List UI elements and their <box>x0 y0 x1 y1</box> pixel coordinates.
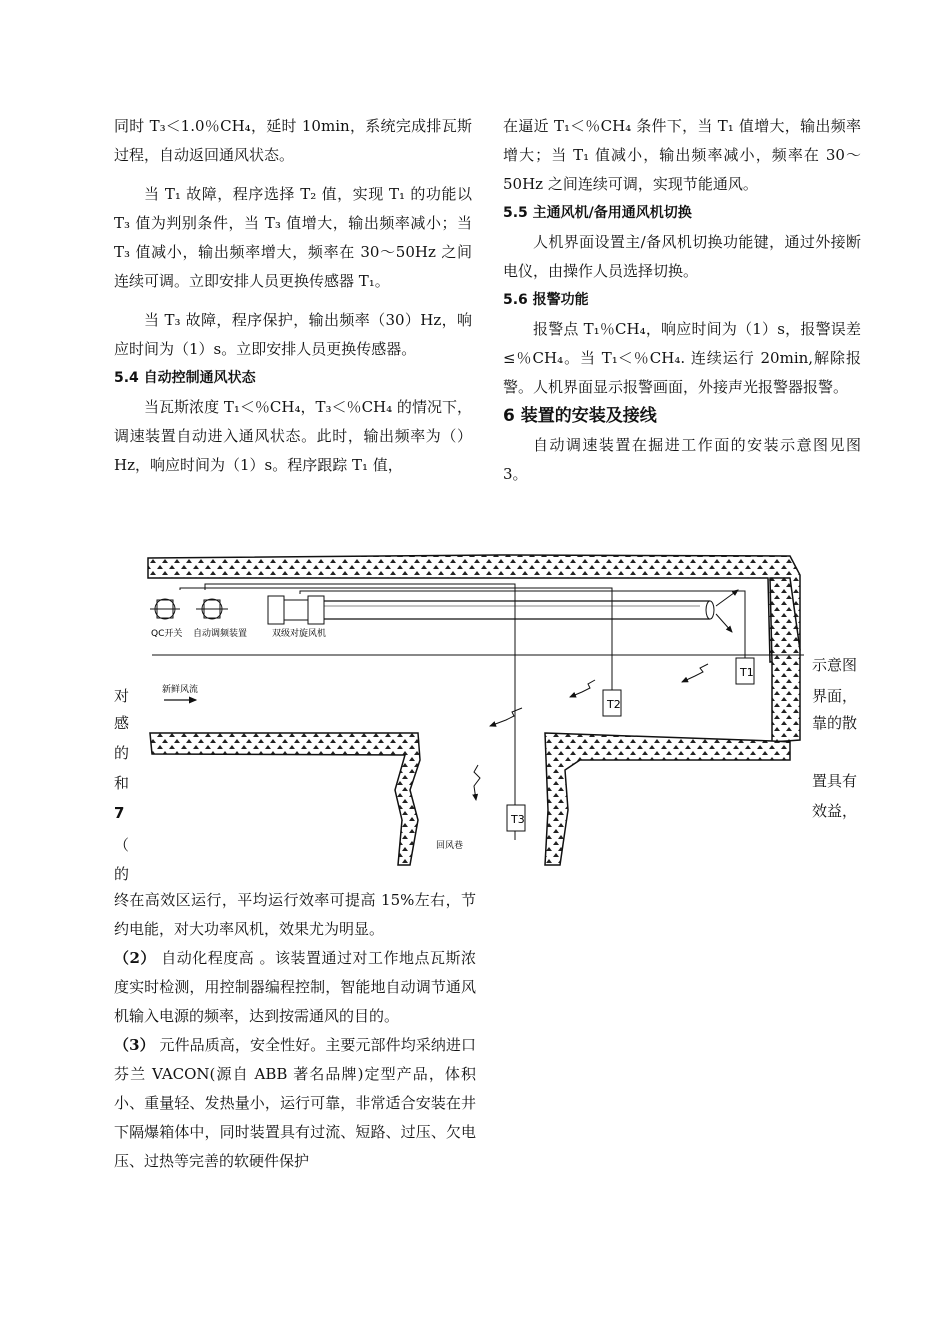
list-item <box>114 1031 476 1176</box>
paragraph: 同时 T₃＜1.0％CH₄，延时 10min，系统完成排瓦斯过程，自动返回通风状态。 <box>114 117 472 164</box>
paragraph: 的 <box>114 865 130 883</box>
paragraph: 在逼近 T₁＜％CH₄ 条件下，当 T₁ 值增大，输出频率增大；当 T₁ 值减小，输出频率减小，频率在 30～50Hz 之间连续可调，实现节能通风。 <box>503 117 861 193</box>
text-fragment: 置具有 <box>812 772 858 790</box>
paragraph: 人机界面设置主/备风机切换功能键，通过外接断电仪，由操作人员选择切换。 <box>503 233 861 280</box>
paragraph: 当瓦斯浓度 T₁＜％CH₄，T₃＜％CH₄ 的情况下，调速装置自动进入通风状态。此时，输出频率为（）Hz，响应时间为（1）s。程序跟踪 T₁ 值， <box>114 398 472 474</box>
return-air-label: 回风巷 <box>436 841 464 851</box>
speed-device-label: 自动调频装置 <box>193 629 248 639</box>
list-number: （2） <box>114 949 156 967</box>
list-text: 元件品质高，安全性好。主要元部件均采纳进口芬兰 VACON(源自 ABB 著名品牌)定型产品，体积小、重量轻、发热量小，运行可靠，非常适合安装在井下隔爆箱体中，同时装置具有过流、短路、过压、欠电压、过热等完善的软硬件保护 <box>114 1036 476 1170</box>
text-fragment: 界面， <box>812 687 858 705</box>
sensor-t1-label: T1 <box>740 666 754 679</box>
section-heading: 5.4 自动控制通风状态 <box>114 370 256 386</box>
text-fragment: 和 <box>114 774 130 792</box>
text-fragment: 效益， <box>812 802 858 820</box>
text-fragment: 示意图 <box>812 656 858 674</box>
fresh-air-label: 新鲜风流 <box>162 685 199 695</box>
text-fragment: 对 <box>114 687 130 705</box>
paragraph: 报警点 T₁％CH₄，响应时间为（1）s，报警误差≤％CH₄。当 T₁＜％CH₄. 连续运行 20min,解除报警。人机界面显示报警画面，外接声光报警器报警。 <box>503 320 861 396</box>
contra-rotating-fan <box>268 596 324 624</box>
paragraph: 终在高效区运行，平均运行效率可提高 15%左右，节约电能，对大功率风机，效果尤为明显。 <box>114 891 476 938</box>
text-fragment: （ <box>114 836 130 854</box>
paragraph: 当 T₃ 故障，程序保护，输出频率（30）Hz，响应时间为（1）s。立即安排人员更换传感器。 <box>114 311 472 358</box>
list-number: （3） <box>114 1036 155 1054</box>
paragraph: 自动调速装置在掘进工作面的安装示意图见图 3。 <box>503 436 861 483</box>
text-fragment: 7 <box>114 804 125 822</box>
sensor-t3-label: T3 <box>511 813 525 826</box>
text-fragment: 靠的散 <box>812 714 858 732</box>
section-heading: 6 装置的安装及接线 <box>503 406 657 426</box>
paragraph: 当 T₁ 故障，程序选择 T₂ 值，实现 T₁ 的功能以 T₃ 值为判别条件，当 T₃ 值增大，输出频率减小；当 T₃ 值减小，输出频率增大，频率在 30～50Hz 之间连续可调。立即安排人员更换传感器 T₁。 <box>114 185 472 290</box>
bottom-column <box>114 862 476 1176</box>
sensor-t2-label: T2 <box>607 698 621 711</box>
fan-label: 双级对旋风机 <box>272 629 327 639</box>
text-fragment: 的 <box>114 744 130 762</box>
text-fragment: 感 <box>114 714 130 732</box>
section-heading: 5.5 主通风机/备用通风机切换 <box>503 205 692 221</box>
section-heading: 5.6 报警功能 <box>503 292 589 308</box>
qc-switch-label: QC开关 <box>151 629 183 639</box>
list-text: 自动化程度高 。该装置通过对工作地点瓦斯浓度实时检测，用控制器编程控制，智能地自动调节通风机输入电源的频率，达到按需通风的目的。 <box>114 949 476 1025</box>
list-item <box>114 944 476 1031</box>
